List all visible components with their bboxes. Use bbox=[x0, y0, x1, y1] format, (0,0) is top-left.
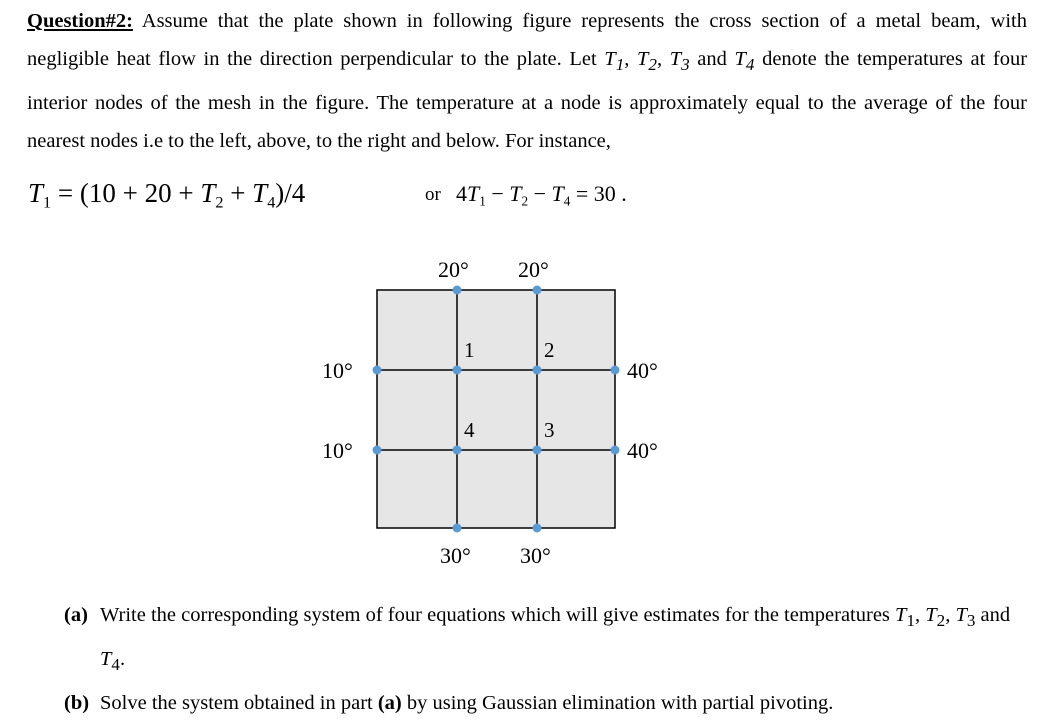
sub: 3 bbox=[966, 611, 976, 631]
equation-right: $4T_1 - T_2 - T_4 = 30$ . bbox=[456, 181, 627, 209]
interior-node bbox=[453, 446, 462, 455]
node-label-4: 4 bbox=[464, 418, 475, 442]
part-a-text: Write the corresponding system of four equations which will give estimates for the temperatures bbox=[100, 604, 896, 626]
top-label: 20° bbox=[438, 257, 469, 282]
boundary-node bbox=[373, 366, 382, 375]
var-t4: $T_4$ bbox=[734, 48, 755, 75]
part-b-mark: (b) bbox=[64, 692, 90, 715]
left-label: 10° bbox=[322, 438, 353, 463]
node-label-2: 2 bbox=[544, 338, 555, 362]
boundary-node bbox=[611, 446, 620, 455]
bottom-label: 30° bbox=[440, 543, 471, 568]
bottom-label: 30° bbox=[520, 543, 551, 568]
boundary-node bbox=[453, 524, 462, 533]
boundary-node bbox=[373, 446, 382, 455]
interior-node bbox=[453, 366, 462, 375]
sub: 4 bbox=[111, 655, 120, 675]
var: T bbox=[895, 604, 907, 626]
part-b-text: Solve the system obtained in part bbox=[100, 692, 378, 715]
boundary-node bbox=[533, 524, 542, 533]
var-t1: $T_1$ bbox=[604, 48, 625, 75]
var: T bbox=[100, 648, 112, 671]
plate bbox=[377, 290, 615, 528]
boundary-node bbox=[453, 286, 462, 295]
part-ref: (a) bbox=[377, 692, 402, 715]
part-b-text-end: by using Gaussian elimination with partial pivoting. bbox=[401, 692, 834, 715]
left-label: 10° bbox=[322, 358, 353, 383]
question-label: Question#2: bbox=[27, 10, 133, 32]
sep: and bbox=[975, 604, 1011, 626]
sep: , bbox=[945, 604, 956, 626]
var: T bbox=[955, 604, 967, 626]
interior-node bbox=[533, 446, 542, 455]
question-rest: denote the temperatures at four interior nodes of the mesh in the figure. The temperature at a node is approximately equal to the average of the four nearest nodes i.e to the left, above, to the right and below. For instance, bbox=[27, 48, 1028, 153]
node-label-1: 1 bbox=[464, 338, 475, 362]
sub: 1 bbox=[906, 611, 915, 631]
sep: . bbox=[119, 648, 126, 671]
sep: , bbox=[624, 48, 637, 70]
part-b bbox=[64, 684, 1024, 722]
var-t2: $T_2$ bbox=[637, 48, 657, 75]
node-label-3: 3 bbox=[544, 418, 555, 442]
var: T bbox=[925, 604, 937, 626]
sep: , bbox=[656, 48, 670, 70]
sep: , bbox=[915, 604, 926, 626]
part-a bbox=[64, 596, 1024, 684]
sep: and bbox=[689, 48, 735, 70]
equation-left: $T_1 = (10 + 20 + T_2 + T_4)/4$ bbox=[28, 178, 306, 212]
right-label: 40° bbox=[627, 438, 658, 463]
var-t3: $T_3$ bbox=[669, 48, 690, 75]
interior-node bbox=[533, 366, 542, 375]
boundary-node bbox=[611, 366, 620, 375]
question-parts bbox=[64, 596, 1024, 722]
part-a-mark: (a) bbox=[64, 604, 88, 626]
sub: 2 bbox=[936, 611, 946, 631]
right-label: 40° bbox=[627, 358, 658, 383]
equation-or: or bbox=[425, 184, 441, 205]
boundary-node bbox=[533, 286, 542, 295]
top-label: 20° bbox=[518, 257, 549, 282]
question-intro: Assume that the plate shown in following figure represents the cross section of a metal beam, with negligible heat flow in the direction perpendicular to the plate. Let bbox=[27, 10, 1027, 70]
